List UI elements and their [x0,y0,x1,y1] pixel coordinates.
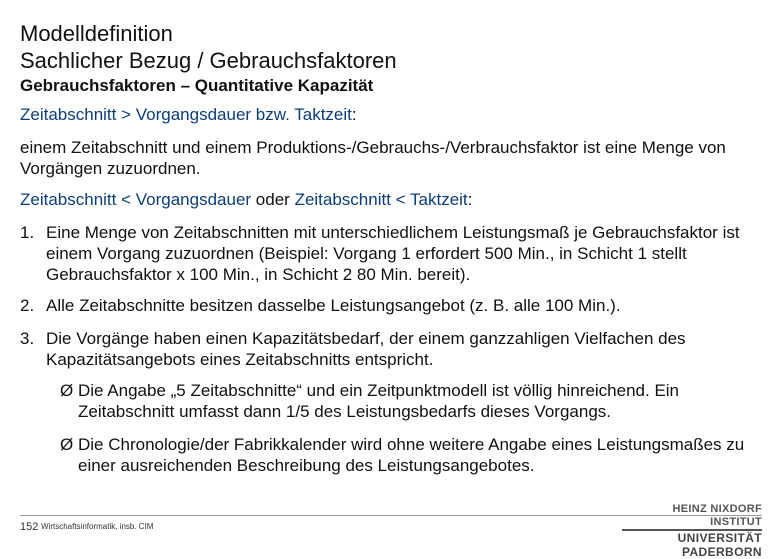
list-item-text: Die Vorgänge haben einen Kapazitätsbedarf, der einem ganzzahligen Vielfachen des Kapazitätsangebots eines Zeitabschnitts entspricht. [46,329,686,369]
list-item [20,295,762,316]
sub-bullet-item [60,380,762,422]
section2-heading-term2: Zeitabschnitt < Taktzeit [294,190,468,209]
sub-bullet-text: Die Chronologie/der Fabrikkalender wird ohne weitere Angabe eines Leistungsmaßes zu einer ausreichenden Beschreibung des Leistungsangebotes. [78,435,745,475]
course-name: Wirtschaftsinformatik, insb. CIM [41,522,154,531]
list-item-text: Alle Zeitabschnitte besitzen dasselbe Leistungsangebot (z. B. alle 100 Min.). [46,296,621,315]
title-line-2: Sachlicher Bezug / Gebrauchsfaktoren [20,48,397,73]
list-item-number: 2. [20,296,35,315]
institute-logo [622,503,762,559]
section2-heading-term1: Zeitabschnitt < Vorgangsdauer [20,190,252,209]
sub-bullet-item [60,434,762,476]
list-item-text: Eine Menge von Zeitabschnitten mit unterschiedlichem Leistungsmaß je Gebrauchsfaktor ist einem Vorgang zuzuordnen (Beispiel: Vorgang 1 erfordert 500 Min., in Schicht 1 stellt Gebrauchsfaktor x 100 Min., in Schicht 2 80 Min. bereit). [46,223,740,284]
slide-title [20,20,397,74]
section2-heading-connector: oder [251,190,295,209]
arrow-bullet-icon: Ø [60,381,74,400]
section1-heading-colon: : [351,105,357,124]
sub-bullet-text: Die Angabe „5 Zeitabschnitte“ und ein Zeitpunktmodell ist völlig hinreichend. Ein Zeitabschnitt umfasst dann 1/5 des Leistungsbedarfs dieses Vorgangs. [78,381,680,421]
section1-heading [20,104,357,125]
section1-heading-term1: Zeitabschnitt > Vorgangsdauer [20,105,252,124]
section1-heading-term2: Taktzeit [294,105,352,124]
slide-subtitle: Gebrauchsfaktoren – Quantitative Kapazität [20,76,374,95]
list-item-number: 3. [20,329,35,348]
page-number: 152 [20,521,39,533]
list-item [20,328,762,370]
logo-text-top: HEINZ NIXDORF INSTITUT [672,503,762,528]
list-item [20,222,762,285]
logo-text-bottom: UNIVERSITÄT PADERBORN [622,529,762,559]
section2-heading [20,189,472,210]
section1-text: einem Zeitabschnitt und einem Produktions-/Gebrauchs-/Verbrauchsfaktor ist eine Menge von Vorgängen zuzuordnen. [20,138,726,178]
section1-heading-connector: bzw. [251,105,295,124]
section2-heading-colon: : [467,190,473,209]
arrow-bullet-icon: Ø [60,435,74,454]
title-line-1: Modelldefinition [20,21,173,46]
list-item-number: 1. [20,223,35,242]
